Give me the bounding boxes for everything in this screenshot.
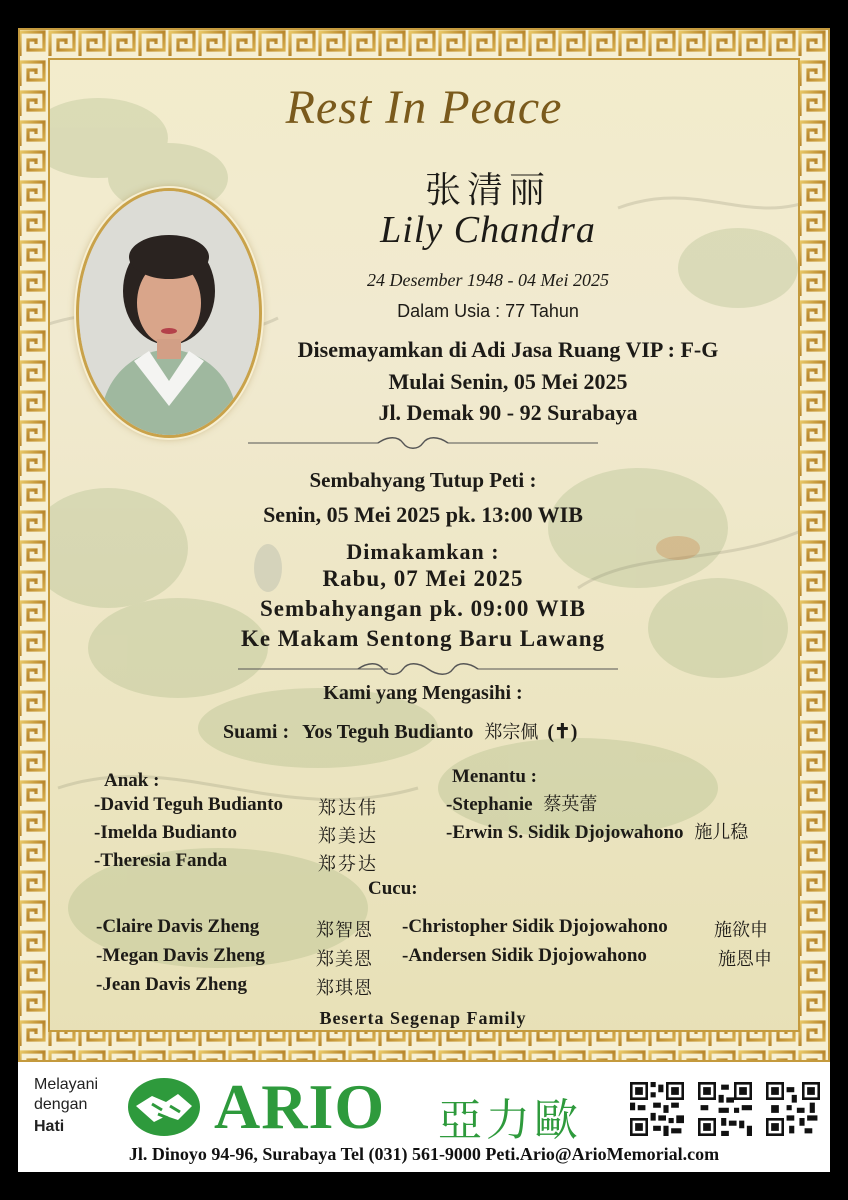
page-title: Rest In Peace: [285, 81, 563, 134]
closing-title: Sembahyang Tutup Peti :: [309, 468, 537, 492]
deceased-portrait: [76, 188, 262, 438]
burial-date: Rabu, 07 Mei 2025: [322, 566, 524, 591]
brand-name: ARIO: [214, 1071, 386, 1142]
wake-start: Mulai Senin, 05 Mei 2025: [388, 369, 628, 394]
grandchildren-heading: Cucu:: [368, 878, 418, 899]
brand-chinese: 亞力歐: [438, 1096, 582, 1145]
qr-code-icon: [766, 1082, 820, 1136]
deceased-chinese-name: 张清丽: [424, 170, 551, 210]
spouse-label: Suami :: [223, 721, 290, 743]
spouse-line: [223, 718, 577, 744]
sponsor-footer: [18, 1062, 830, 1172]
age: Dalam Usia : 77 Tahun: [397, 301, 579, 321]
list-item: [446, 790, 597, 816]
list-item-chinese: 郑美达: [318, 826, 378, 846]
list-item: -Megan Davis Zheng: [96, 945, 265, 966]
tagline-line3: Hati: [34, 1118, 65, 1135]
list-item: [446, 818, 748, 844]
ornament-divider: [238, 662, 618, 676]
children-heading: Anak :: [104, 770, 160, 791]
spouse-mark: (✝): [547, 721, 578, 743]
closing-time: Senin, 05 Mei 2025 pk. 13:00 WIB: [263, 502, 583, 527]
list-item: -Jean Davis Zheng: [96, 974, 247, 995]
inlaw-name: -Stephanie: [446, 794, 533, 815]
closing-line: Beserta Segenap Family: [319, 1008, 527, 1028]
family-heading: Kami yang Mengasihi :: [323, 682, 523, 704]
tagline-line1: Melayani: [34, 1076, 99, 1093]
footer-address: Jl. Dinoyo 94-96, Surabaya Tel (031) 561-9000 Peti.Ario@ArioMemorial.com: [128, 1144, 720, 1164]
list-item-chinese: 施恩申: [718, 949, 772, 969]
list-item: -Claire Davis Zheng: [96, 916, 260, 937]
deceased-name: Lily Chandra: [380, 209, 596, 251]
inlaws-heading: Menantu :: [452, 766, 537, 787]
list-item: -Andersen Sidik Djojowahono: [402, 945, 647, 966]
spouse-name: Yos Teguh Budianto: [302, 721, 474, 743]
burial-prayer-time: Sembahyangan pk. 09:00 WIB: [260, 596, 586, 621]
list-item-chinese: 施欲申: [714, 920, 768, 940]
obituary-card: [18, 28, 830, 1062]
list-item-chinese: 郑芬达: [318, 854, 378, 874]
handshake-logo-icon: [126, 1076, 202, 1138]
spouse-chinese: 郑宗佩: [484, 722, 539, 742]
list-item-chinese: 郑达伟: [318, 798, 378, 818]
list-item-chinese: 郑美恩: [316, 949, 373, 969]
burial-place: Ke Makam Sentong Baru Lawang: [240, 626, 606, 651]
list-item-chinese: 郑智恩: [316, 920, 373, 940]
list-item: -David Teguh Budianto: [94, 794, 284, 815]
wake-address: Jl. Demak 90 - 92 Surabaya: [378, 400, 638, 425]
qr-code-icon: [698, 1082, 752, 1136]
ornament-divider: [248, 436, 598, 450]
life-dates: 24 Desember 1948 - 04 Mei 2025: [367, 270, 609, 290]
inlaw-chinese: 蔡英蕾: [543, 794, 598, 814]
list-item: -Theresia Fanda: [94, 850, 228, 871]
qr-code-icon: [630, 1082, 684, 1136]
inlaw-name: -Erwin S. Sidik Djojowahono: [446, 822, 684, 843]
inlaw-chinese: 施儿稳: [694, 822, 749, 842]
list-item-chinese: 郑琪恩: [316, 978, 373, 998]
wake-location: Disemayamkan di Adi Jasa Ruang VIP : F-G: [297, 337, 719, 362]
tagline-line2: dengan: [34, 1096, 88, 1113]
list-item: -Imelda Budianto: [94, 822, 238, 843]
burial-title: Dimakamkan :: [346, 539, 500, 564]
list-item: -Christopher Sidik Djojowahono: [402, 916, 668, 937]
